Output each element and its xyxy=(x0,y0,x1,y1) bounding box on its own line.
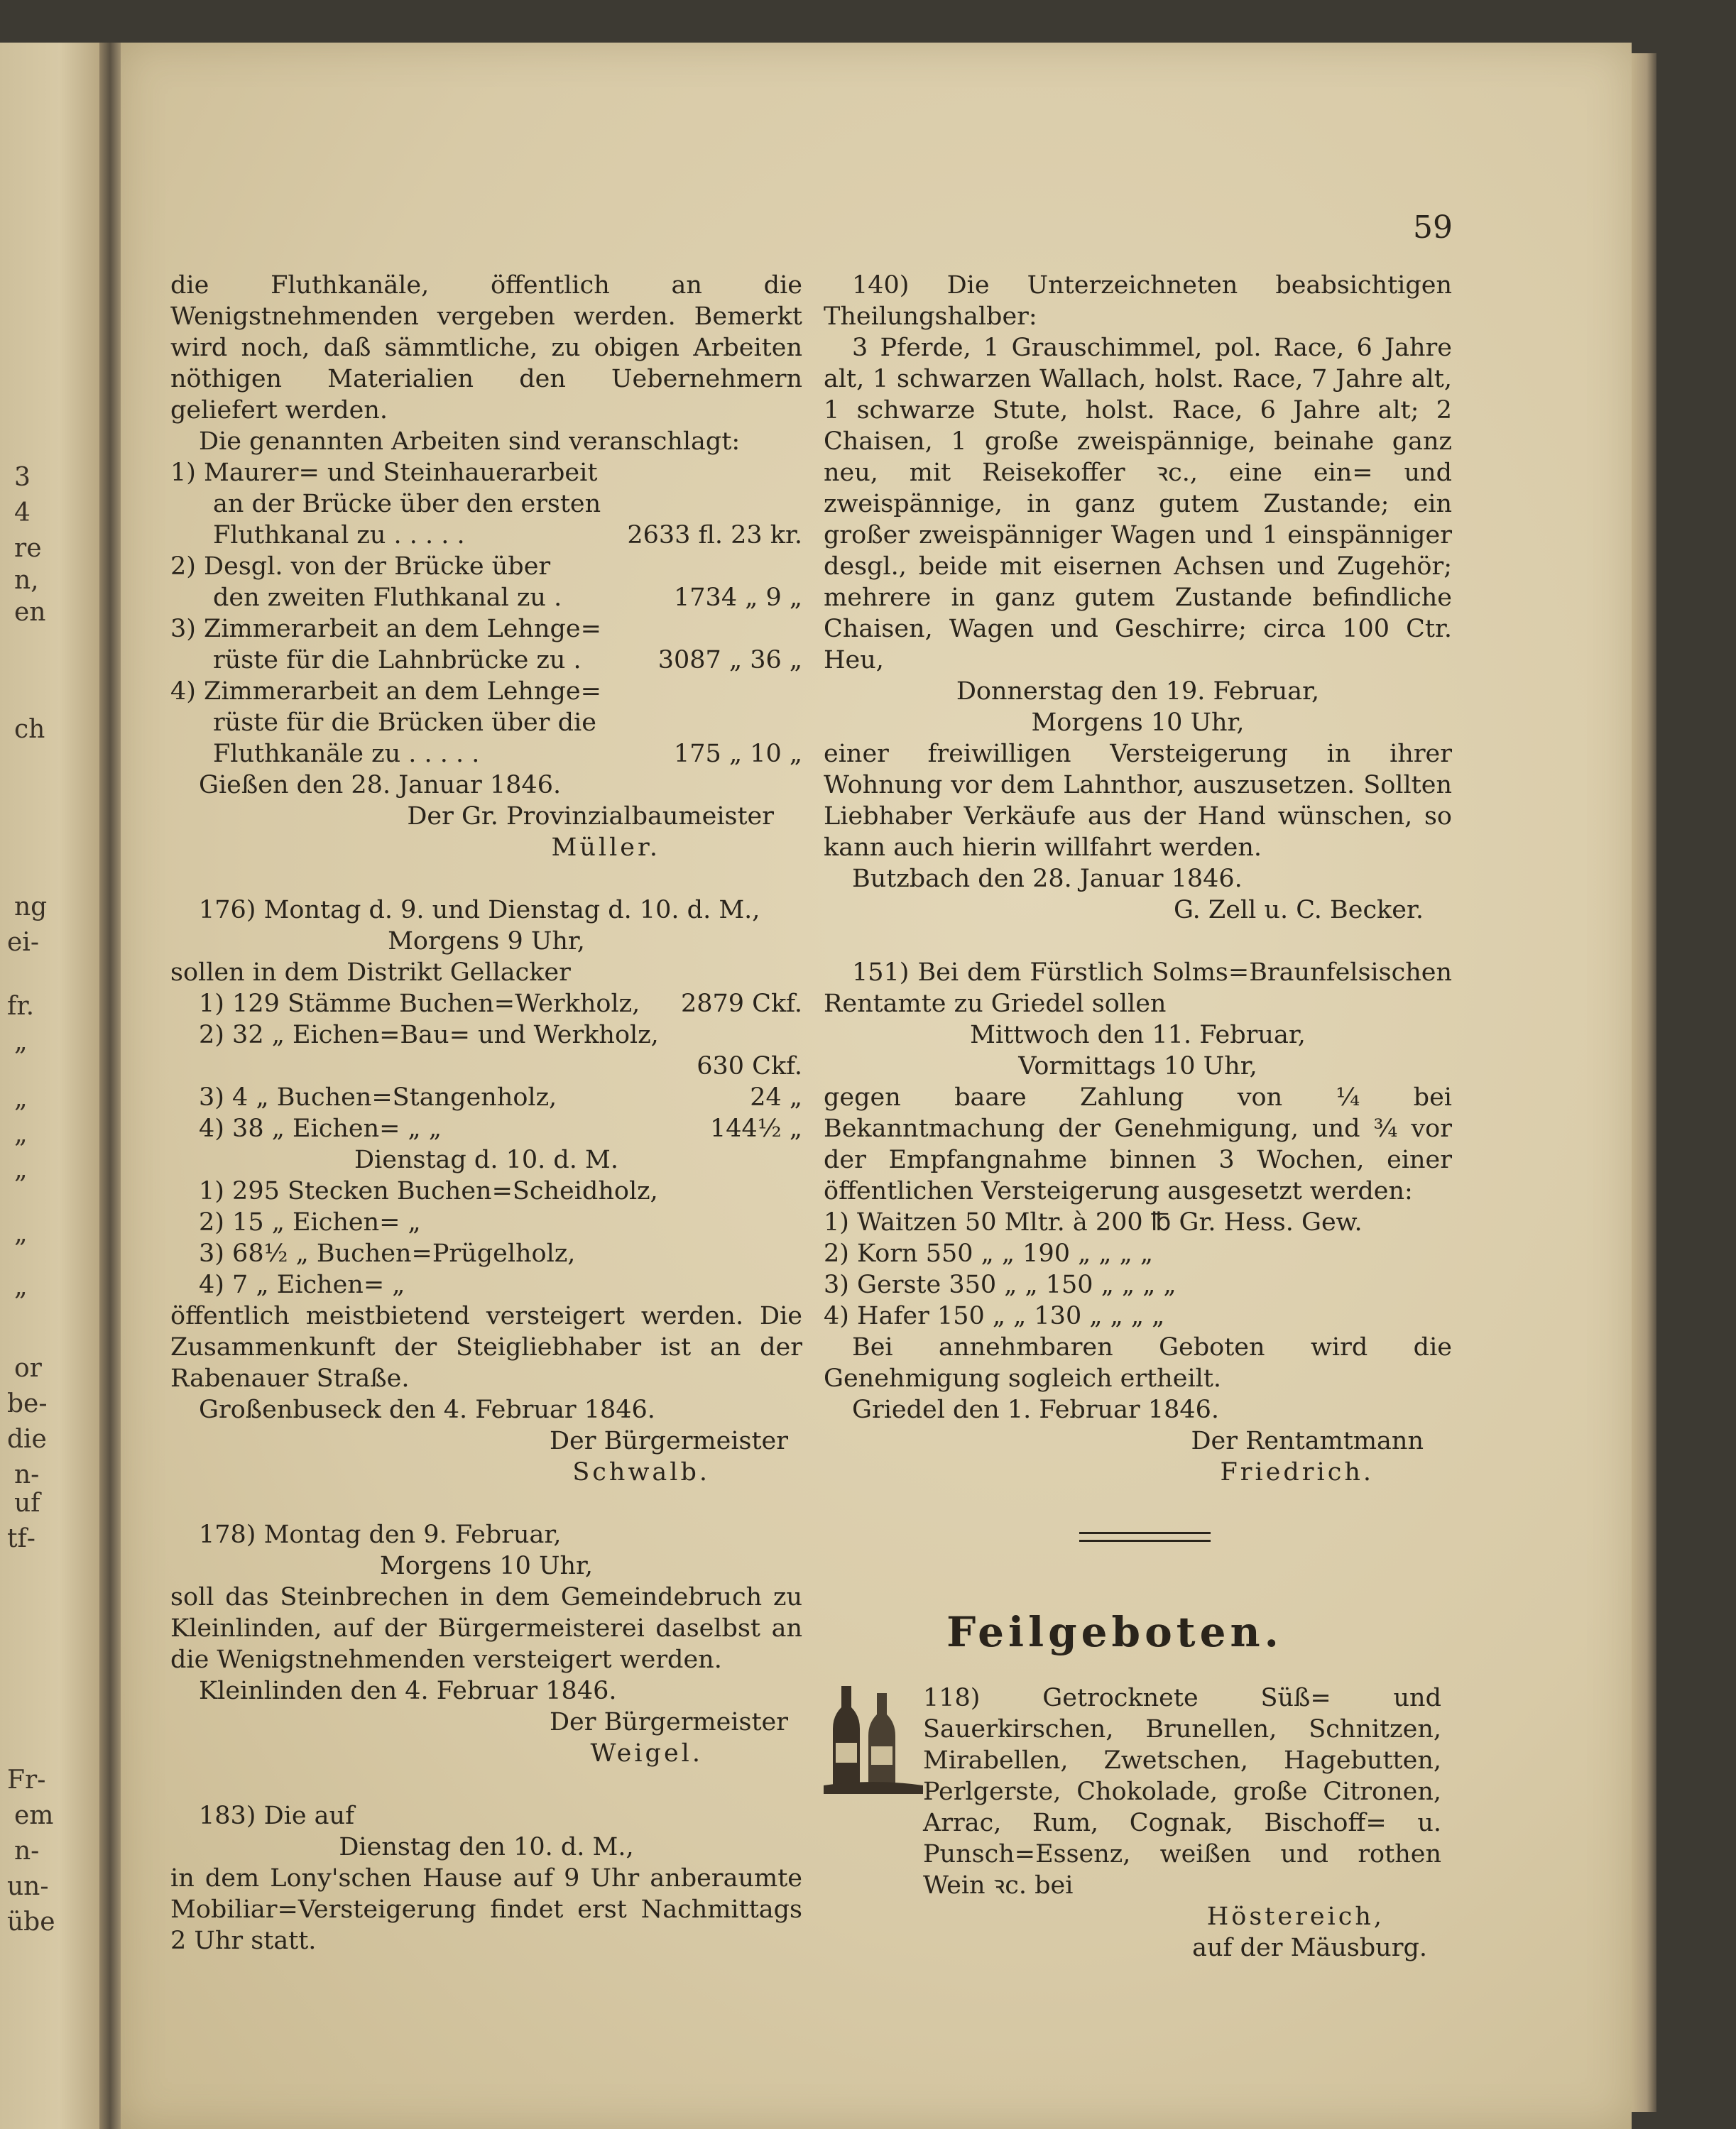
ad-140-place-date: Butzbach den 28. Januar 1846. xyxy=(852,865,1243,893)
work-amount: 3087 „ 36 „ xyxy=(657,646,802,674)
margin-fragment: „ xyxy=(14,1219,28,1248)
ad-183-text: in dem Lony'schen Hause auf 9 Uhr anberaumte Mobiliar=Versteigerung findet erst Nachmittags 2 Uhr statt. xyxy=(170,1864,802,1955)
work-item xyxy=(170,457,802,551)
estimate-intro: Die genannten Arbeiten sind veranschlagt: xyxy=(199,427,741,456)
intro-text: die Fluthkanäle, öffentlich an die Wenigstnehmenden vergeben werden. Bemerkt wird noch, daß sämmtliche, zu obigen Arbeiten nöthigen Materialien den Uebernehmern geliefert werden. xyxy=(170,271,802,425)
book-gutter xyxy=(99,43,121,2129)
work-item xyxy=(170,676,802,770)
margin-fragment: tf‑ xyxy=(7,1524,36,1553)
margin-fragment: or xyxy=(14,1354,42,1383)
work-line: 1) Maurer= und Steinhauerarbeit xyxy=(170,459,598,487)
ad-151-sig-name: Friedrich. xyxy=(1220,1458,1374,1487)
ad-183-date: Dienstag den 10. d. M., xyxy=(339,1833,634,1861)
page-edge xyxy=(1632,53,1656,2112)
margin-fragment: die xyxy=(7,1425,47,1454)
work-amount: 2633 fl. 23 kr. xyxy=(627,521,802,549)
margin-fragment: ch xyxy=(14,715,45,744)
ad-151-date: Mittwoch den 11. Februar, xyxy=(970,1021,1306,1049)
left-column xyxy=(170,270,802,1956)
place-date: Gießen den 28. Januar 1846. xyxy=(199,771,562,799)
work-amount: 175 „ 10 „ xyxy=(674,740,802,768)
work-amount-row xyxy=(170,738,802,770)
list-item: 630 Ckf. xyxy=(697,1052,802,1080)
ad-118-text: 118) Getrocknete Süß= und Sauerkirschen, Brunellen, Schnitzen, Mirabellen, Zwetschen, Hagebutten, Perlgerste, Chokolade, große Citronen, Arrac, Rum, Cognak, Bischoff= u. Punsch=Essenz, weißen und rothen Wein ꝛc. bei xyxy=(923,1684,1441,1900)
work-line: an der Brücke über den ersten xyxy=(213,490,601,518)
margin-fragment: re xyxy=(14,534,42,563)
work-amount-row xyxy=(170,582,802,613)
ad-151-items xyxy=(824,1207,1452,1332)
ad-151-head: 151) Bei dem Fürstlich Solms=Braunfelsischen Rentamte zu Griedel sollen xyxy=(824,958,1452,1018)
list-item: 3) 4 „ Buchen=Stangenholz, 24 „ xyxy=(199,1083,802,1112)
ad-140-date: Donnerstag den 19. Februar, xyxy=(956,677,1320,706)
margin-fragment: „ xyxy=(14,1155,28,1184)
margin-fragment: übe xyxy=(7,1908,55,1937)
margin-fragment: em xyxy=(14,1801,54,1830)
list-item: 3) Gerste 350 „ „ 150 „ „ „ „ xyxy=(824,1271,1177,1299)
margin-fragment: be‑ xyxy=(7,1389,48,1418)
work-line: 2) Desgl. von der Brücke über xyxy=(170,552,551,581)
margin-fragment: n, xyxy=(14,566,39,595)
ad-176-text: öffentlich meistbietend versteigert werden. Die Zusammenkunft der Steigliebhaber ist an der Rabenauer Straße. xyxy=(170,1302,802,1393)
ad-176-intro: sollen in dem Distrikt Gellacker xyxy=(170,958,571,987)
list-item: 2) 32 „ Eichen=Bau= und Werkholz, xyxy=(199,1021,659,1049)
ad-140-head: 140) Die Unterzeichneten beabsichtigen Theilungshalber: xyxy=(824,271,1452,331)
margin-fragment: Fr‑ xyxy=(7,1766,46,1795)
ad-178-sig-title: Der Bürgermeister xyxy=(549,1708,788,1736)
section-rule xyxy=(1079,1532,1211,1542)
signature-name: Müller. xyxy=(551,833,660,862)
list-item: 3) 68½ „ Buchen=Prügelholz, xyxy=(199,1239,576,1268)
ad-176-items2 xyxy=(170,1176,802,1301)
ad-118-sig-name: Höstereich, xyxy=(1206,1903,1385,1931)
margin-fragment: „ xyxy=(14,1272,28,1301)
ad-151-text2: Bei annehmbaren Geboten wird die Genehmigung sogleich ertheilt. xyxy=(824,1333,1452,1393)
ad-140-text2: einer freiwilligen Versteigerung in ihrer Wohnung vor dem Lahnthor, auszusetzen. Sollten Liebhaber Verkäufe aus der Hand wünschen, so kann auch hierin willfahrt werden. xyxy=(824,740,1452,862)
ad-176-day2: Dienstag d. 10. d. M. xyxy=(354,1146,618,1174)
margin-fragment: ei‑ xyxy=(7,928,39,957)
work-amount: 1734 „ 9 „ xyxy=(674,584,802,612)
ad-151-time: Vormittags 10 Uhr, xyxy=(1018,1052,1257,1080)
margin-fragment: 4 xyxy=(14,498,31,527)
ad-183-head: 183) Die auf xyxy=(199,1802,355,1830)
work-line: 3) Zimmerarbeit an dem Lehnge= xyxy=(170,615,601,643)
ad-176-time: Morgens 9 Uhr, xyxy=(388,927,585,956)
ad-118 xyxy=(817,1682,1441,1964)
work-line: rüste für die Brücken über die xyxy=(213,708,596,737)
list-item: 1) 295 Stecken Buchen=Scheidholz, xyxy=(199,1177,658,1205)
margin-fragment: un‑ xyxy=(7,1872,49,1901)
margin-fragment: „ xyxy=(14,1027,28,1056)
work-item xyxy=(170,613,802,676)
ad-118-sig-place: auf der Mäusburg. xyxy=(1192,1934,1427,1962)
signature-title: Der Gr. Provinzialbaumeister xyxy=(407,802,774,831)
work-item xyxy=(170,551,802,613)
ad-140-sig: G. Zell u. C. Becker. xyxy=(1173,896,1424,924)
ad-140-text: 3 Pferde, 1 Grauschimmel, pol. Race, 6 Jahre alt, 1 schwarzen Wallach, holst. Race, 7 Jahre alt, 1 schwarze Stute, holst. Race, 6 Jahre alt; 2 Chaisen, 1 große zweispännige, beinahe ganz neu, mit Reisekoffer ꝛc., eine ein= und zweispännige, in ganz gutem Zustande; ein großer zweispänniger Wagen und 1 einspänniger desgl., beide mit eisernen Achsen und Zugehör; mehrere in ganz gutem Zustande befindliche Chaisen, Wagen und Geschirre; circa 100 Ctr. Heu, xyxy=(824,334,1452,674)
margin-fragment: uf xyxy=(14,1489,40,1518)
ad-178-sig-name: Weigel. xyxy=(590,1739,703,1768)
work-label: rüste für die Lahnbrücke zu . xyxy=(213,646,582,674)
ad-151-text: gegen baare Zahlung von ¼ bei Bekanntmachung der Genehmigung, und ¾ vor der Empfangnahme binnen 3 Wochen, einer öffentlichen Versteigerung ausgesetzt werden: xyxy=(824,1083,1452,1205)
ad-140-time: Morgens 10 Uhr, xyxy=(1031,708,1245,737)
work-line: 4) Zimmerarbeit an dem Lehnge= xyxy=(170,677,601,706)
ad-178-text: soll das Steinbrechen in dem Gemeindebruch zu Kleinlinden, auf der Bürgermeisterei daselbst an die Wenigstnehmenden versteigert werden. xyxy=(170,1583,802,1674)
list-item: 2) 15 „ Eichen= „ xyxy=(199,1208,421,1237)
list-item: 4) 38 „ Eichen= „ „ 144½ „ xyxy=(199,1115,802,1143)
work-amount-row xyxy=(170,520,802,551)
margin-fragment: n‑ xyxy=(14,1460,40,1489)
ad-151-place-date: Griedel den 1. Februar 1846. xyxy=(852,1396,1220,1424)
ad-151-sig-title: Der Rentamtmann xyxy=(1191,1427,1424,1455)
ad-176-head: 176) Montag d. 9. und Dienstag d. 10. d. M., xyxy=(199,896,760,924)
list-item: 2) Korn 550 „ „ 190 „ „ „ „ xyxy=(824,1239,1154,1268)
work-label: Fluthkanal zu . . . . . xyxy=(213,521,465,549)
margin-fragment: „ xyxy=(14,1120,28,1149)
list-item: 1) 129 Stämme Buchen=Werkholz, 2879 Ckf. xyxy=(199,990,802,1018)
work-amount-row xyxy=(170,645,802,676)
left-page-edge xyxy=(0,43,99,2129)
ad-176-sig-title: Der Bürgermeister xyxy=(549,1427,788,1455)
list-item: 1) Waitzen 50 Mltr. à 200 ℔ Gr. Hess. Gew. xyxy=(824,1208,1363,1237)
list-item: 4) Hafer 150 „ „ 130 „ „ „ „ xyxy=(824,1302,1165,1330)
ad-178-head: 178) Montag den 9. Februar, xyxy=(199,1521,562,1549)
section-heading: Feilgeboten. xyxy=(946,1608,1283,1656)
list-item: 4) 7 „ Eichen= „ xyxy=(199,1271,405,1299)
ad-178-time: Morgens 10 Uhr, xyxy=(379,1552,594,1580)
ad-176-items xyxy=(170,988,802,1144)
margin-fragment: „ xyxy=(14,1084,28,1113)
work-label: den zweiten Fluthkanal zu . xyxy=(213,584,562,612)
margin-fragment: en xyxy=(14,598,46,627)
margin-fragment: ng xyxy=(14,892,48,921)
ad-176-place-date: Großenbuseck den 4. Februar 1846. xyxy=(199,1396,655,1424)
page-number: 59 xyxy=(1413,209,1453,246)
ad-178-place-date: Kleinlinden den 4. Februar 1846. xyxy=(199,1677,617,1705)
work-label: Fluthkanäle zu . . . . . xyxy=(213,740,480,768)
margin-fragment: fr. xyxy=(7,992,35,1021)
margin-fragment: n‑ xyxy=(14,1837,40,1866)
margin-fragment: 3 xyxy=(14,463,31,492)
right-column xyxy=(824,270,1452,1488)
ad-176-sig-name: Schwalb. xyxy=(572,1458,710,1487)
